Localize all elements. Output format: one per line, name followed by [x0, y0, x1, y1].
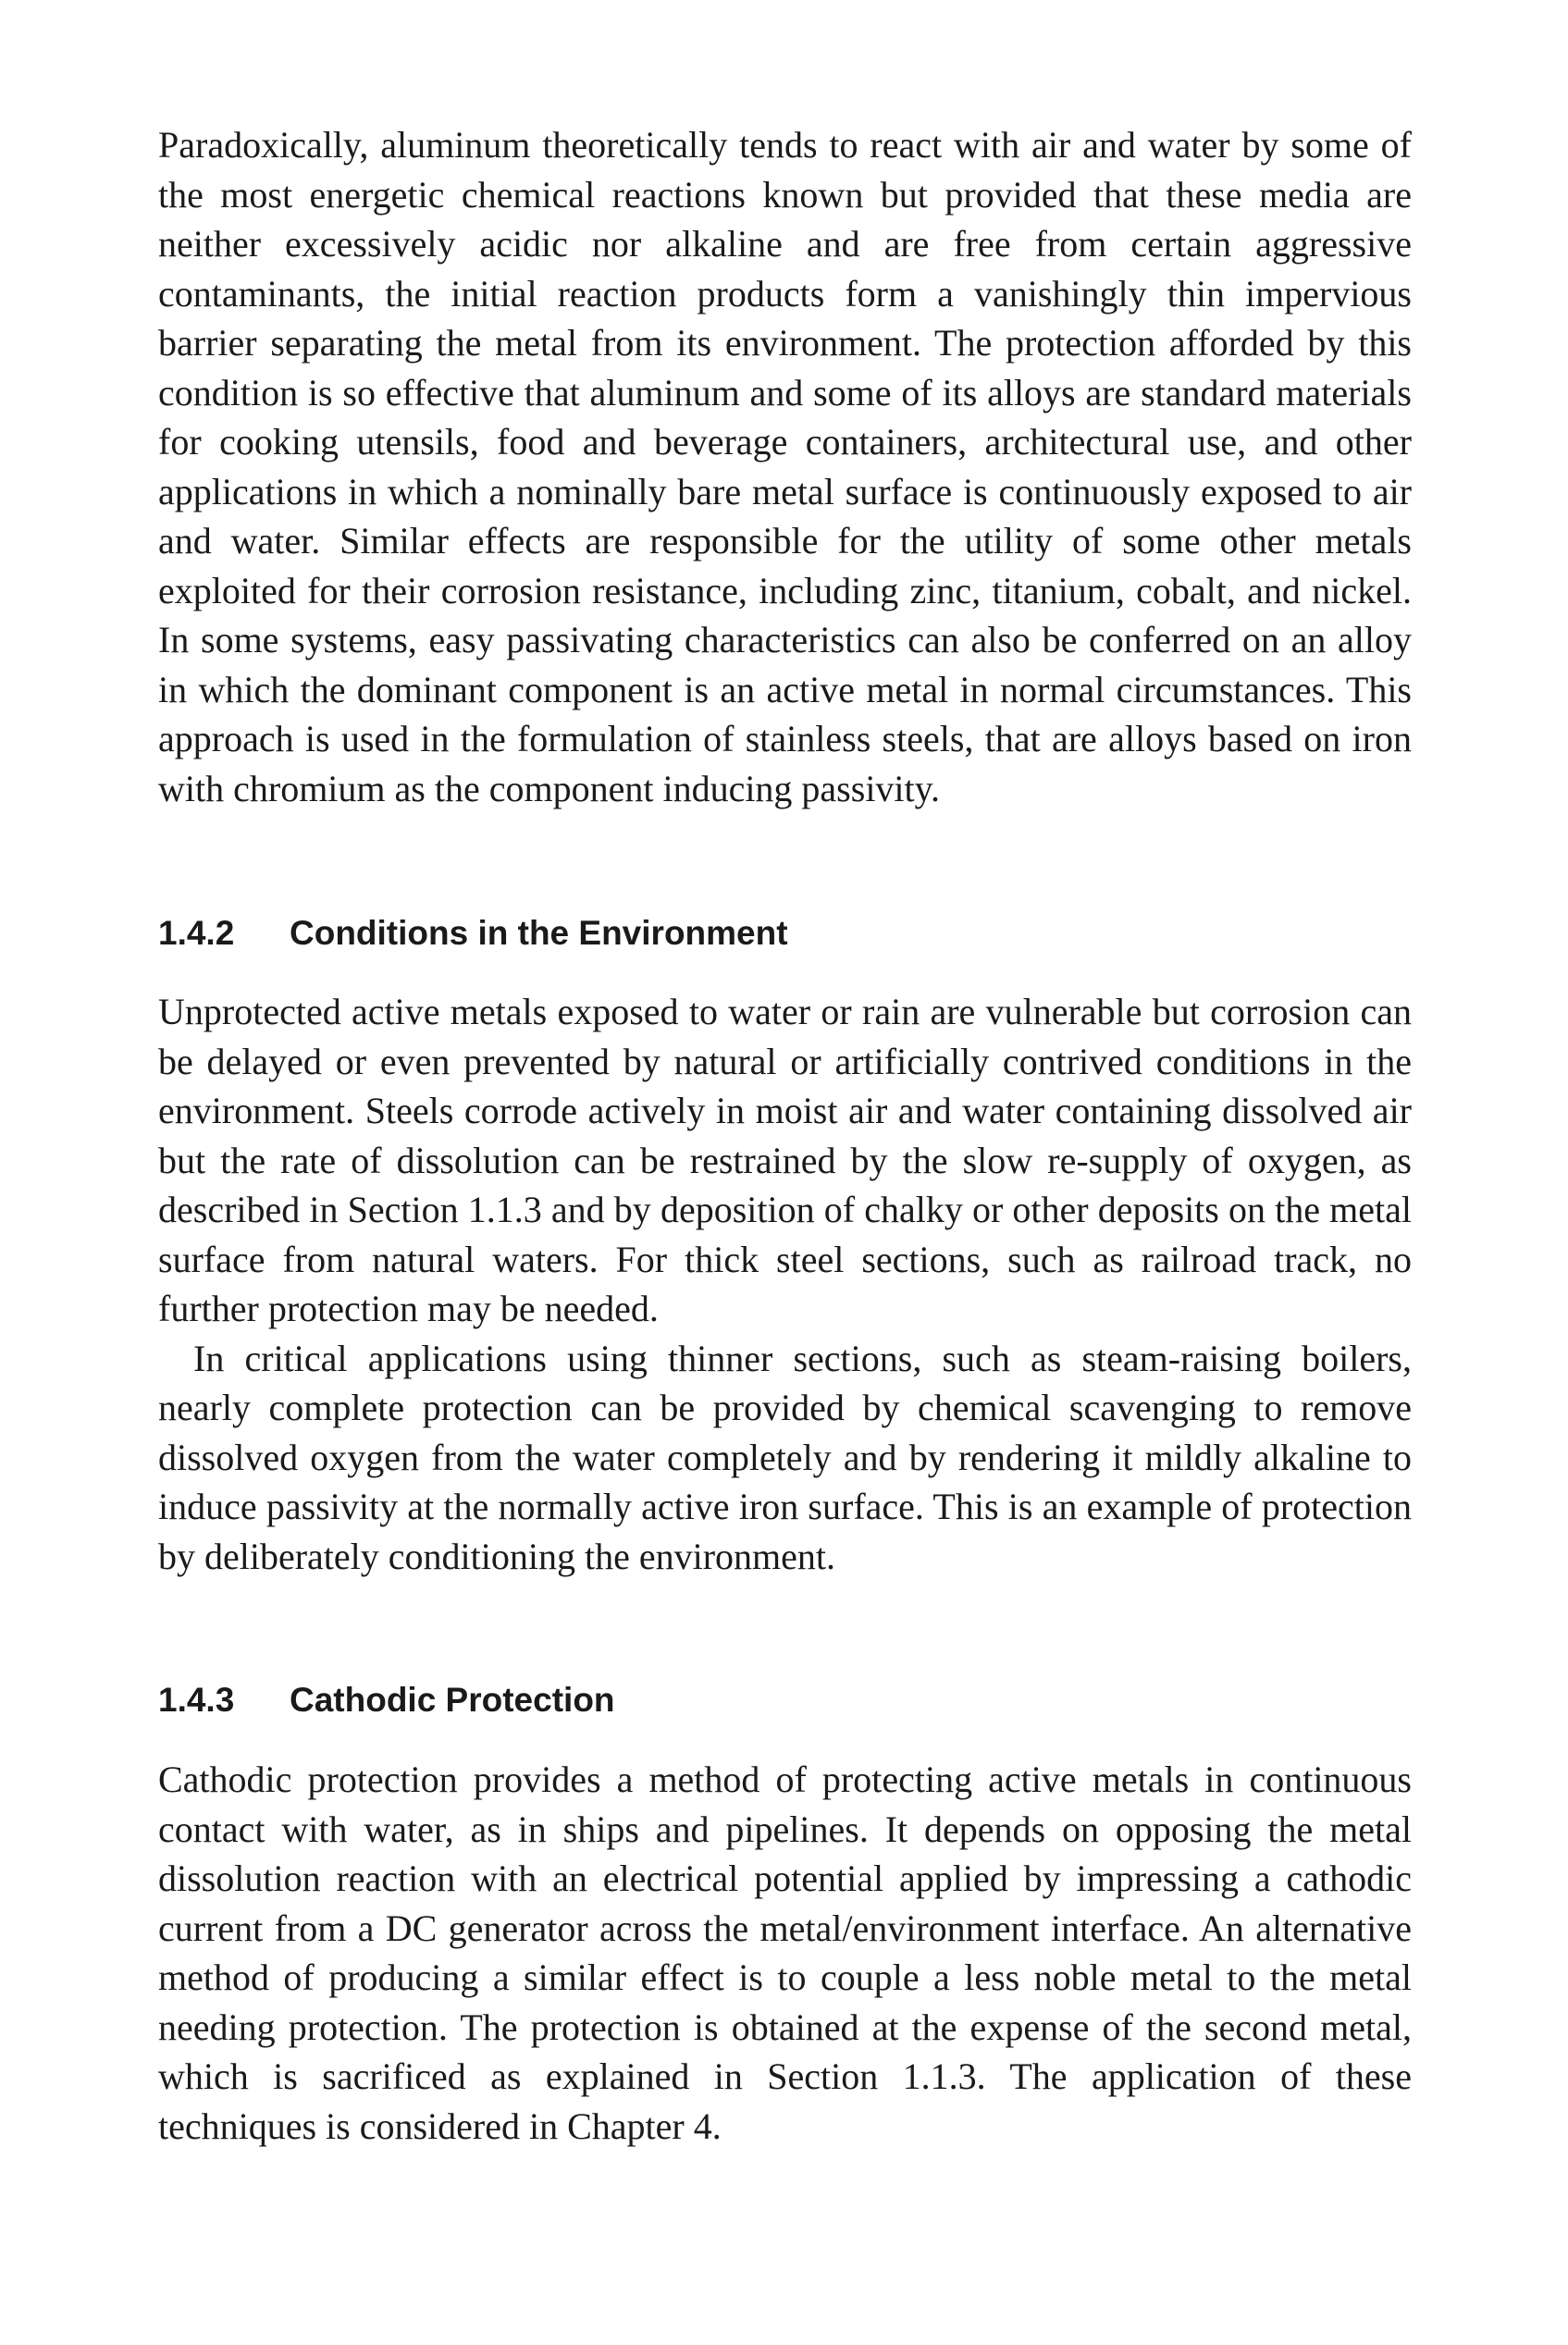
section-heading-1-4-3	[158, 1678, 1412, 1722]
section-number: 1.4.3	[158, 1681, 235, 1719]
paragraph-environment-conditions: Unprotected active metals exposed to water or rain are vulnerable but corrosion can be delayed or even prevented by natural or artificially contrived conditions in the environment. Steels corrode actively in moist air and water containing dissolved air but the rate of dissolution can be restrained by the slow re-supply of oxygen, as described in Section 1.1.3 and by deposition of chalky or other deposits on the metal surface from natural waters. For thick steel sections, such as railroad track, no further protection may be needed.	[158, 991, 1412, 1329]
paragraph-critical-applications: In critical applications using thinner sections, such as steam-raising boilers, nearly complete protection can be provided by chemical scavenging to remove dissolved oxygen from the water completely and by rendering it mildly alkaline to induce passivity at the normally active iron surface. This is an example of protection by deliberately conditioning the environment.	[158, 1337, 1412, 1577]
section-heading-1-4-2	[158, 911, 1412, 956]
paragraph-aluminum-passivity: Paradoxically, aluminum theoretically tends to react with air and water by some of the most energetic chemical reactions known but provided that these media are neither excessively acidic nor alkaline and are free from certain aggressive contaminants, the initial reaction products form a vanishingly thin impervious barrier separating the metal from its environment. The protection afforded by this condition is so effective that aluminum and some of its alloys are standard materials for cooking utensils, food and beverage containers, architectural use, and other applications in which a nominally bare metal surface is continuously exposed to air and water. Similar effects are responsible for the utility of some other metals exploited for their corrosion resistance, including zinc, titanium, cobalt, and nickel. In some systems, easy passivating characteristics can also be conferred on an alloy in which the dominant component is an active metal in normal circumstances. This approach is used in the formulation of stainless steels, that are alloys based on iron with chromium as the component inducing passivity.	[158, 124, 1412, 809]
document-page	[158, 120, 1412, 2151]
section-title: Conditions in the Environment	[290, 914, 788, 952]
section-number: 1.4.2	[158, 914, 235, 952]
paragraph-cathodic-protection: Cathodic protection provides a method of protecting active metals in continuous contact with water, as in ships and pipelines. It depends on opposing the metal dissolution reaction with an electrical potential applied by impressing a cathodic current from a DC generator across the metal/environment interface. An alternative method of producing a similar effect is to couple a less noble metal to the metal needing protection. The protection is obtained at the expense of the second metal, which is sacrificed as explained in Section 1.1.3. The application of these techniques is considered in Chapter 4.	[158, 1759, 1412, 2147]
section-title: Cathodic Protection	[290, 1681, 615, 1719]
